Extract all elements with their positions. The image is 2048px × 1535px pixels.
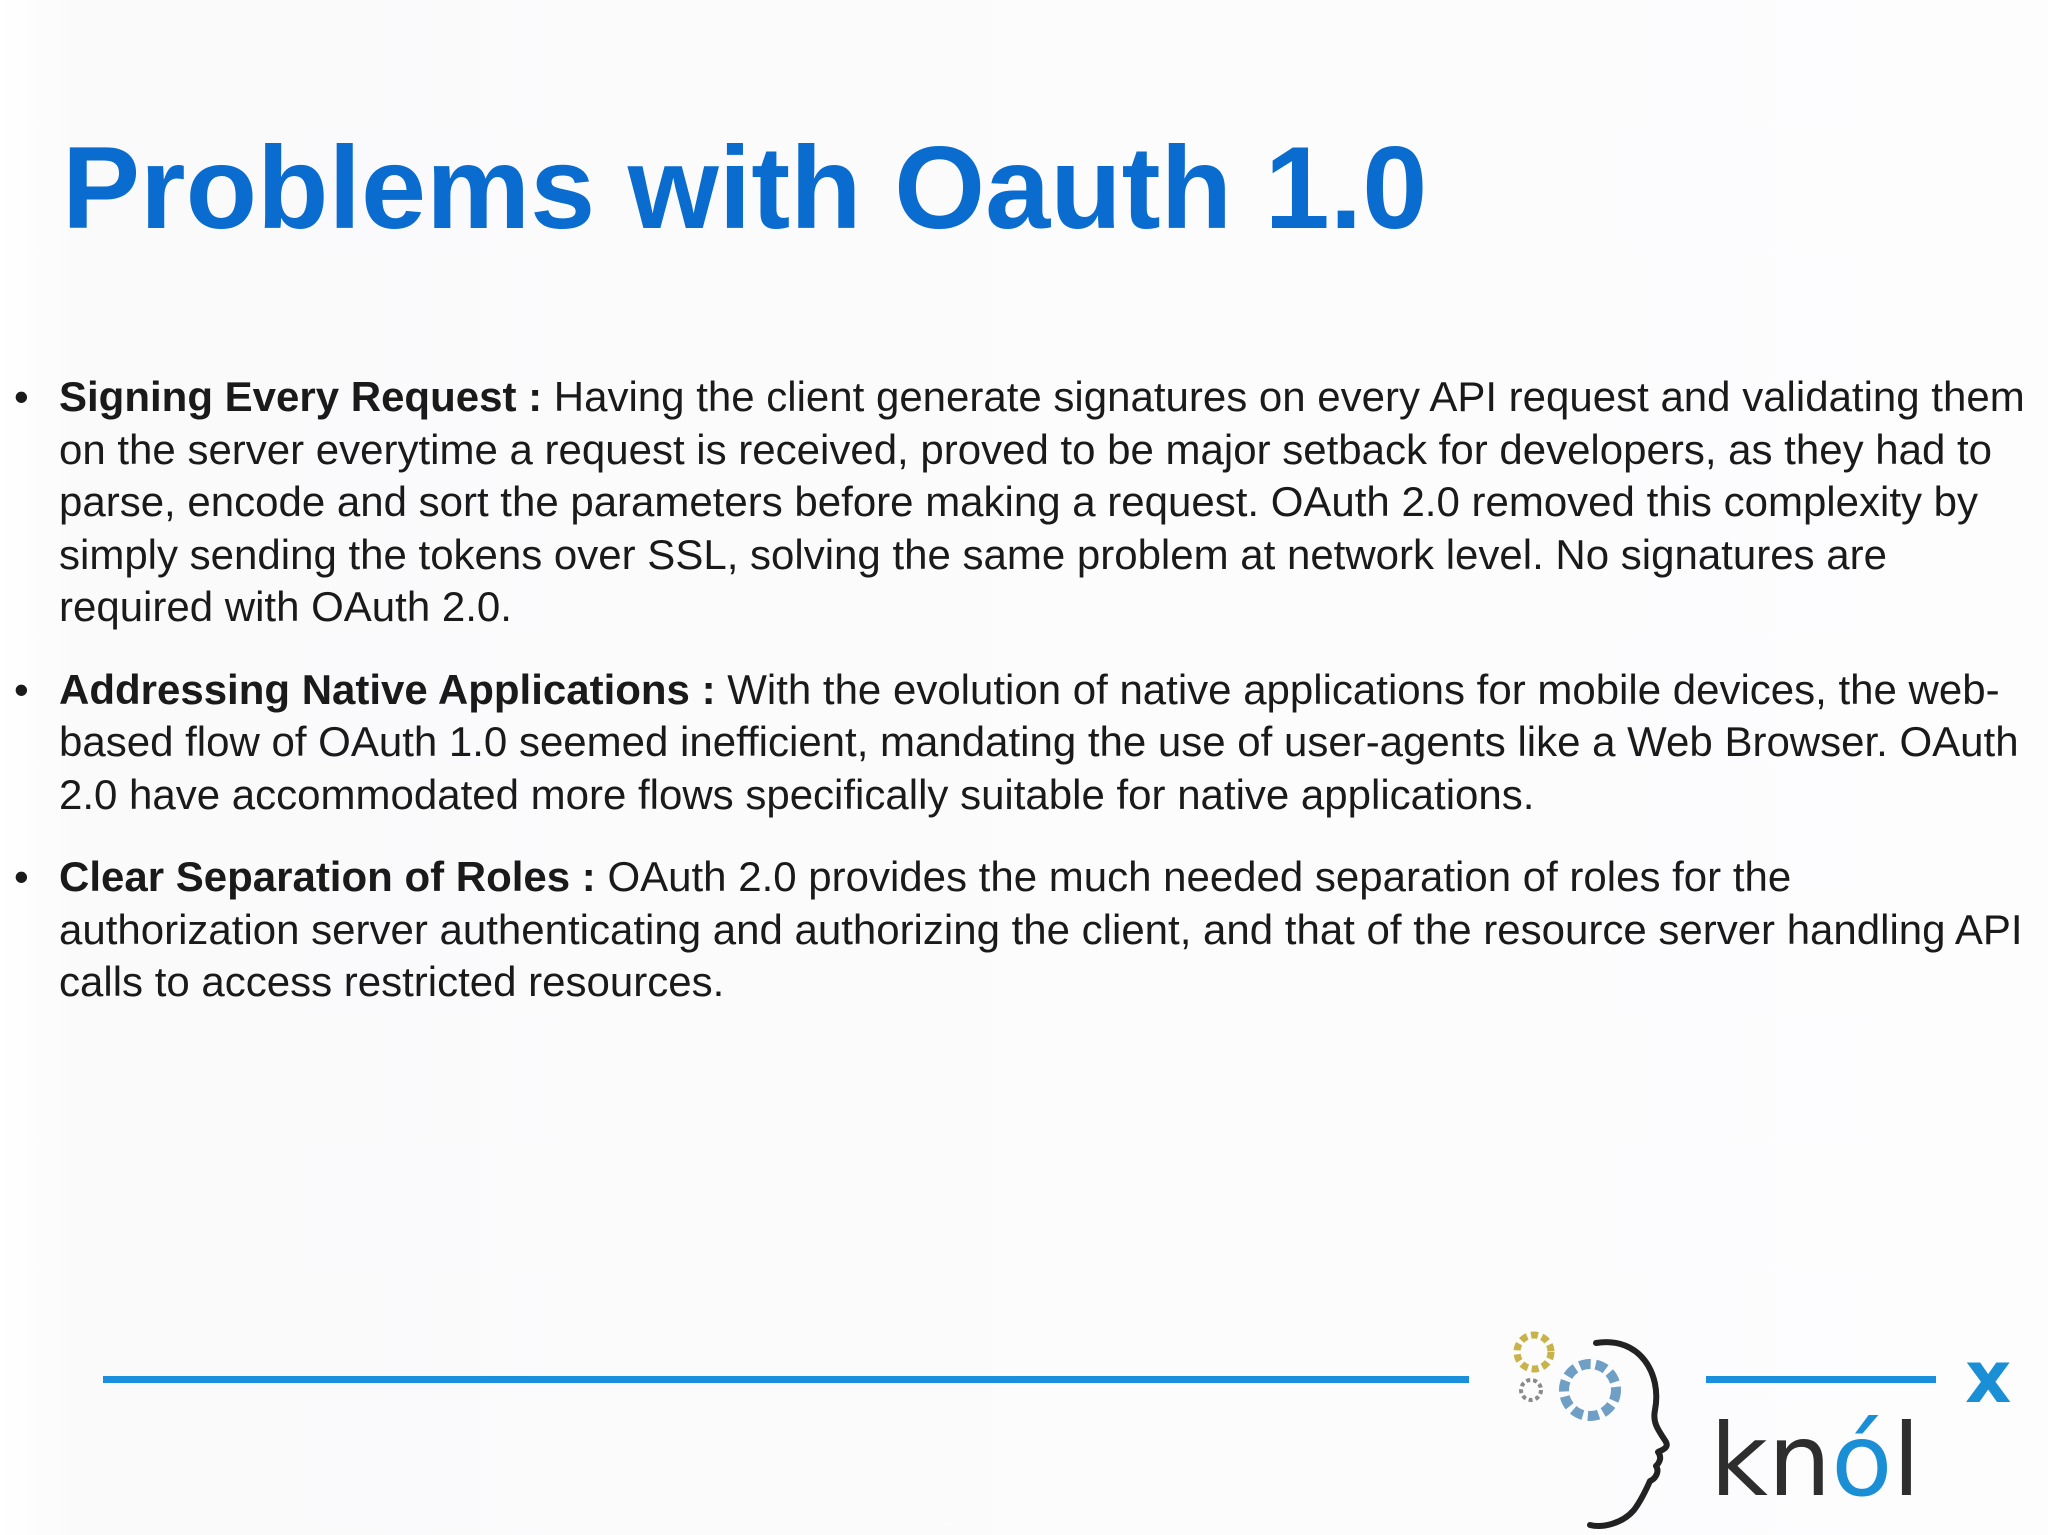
bullet-marker: • <box>14 373 29 420</box>
bullet-list <box>0 371 2048 1039</box>
knolx-logo <box>1490 1320 2030 1535</box>
bullet-heading: Addressing Native Applications : <box>59 665 728 713</box>
bullet-heading: Signing Every Request : <box>59 373 554 420</box>
logo-wordmark: knól <box>1710 1402 1921 1519</box>
logo-x-mark: x <box>1965 1335 2012 1419</box>
slide-title: Problems with Oauth 1.0 <box>62 122 1428 253</box>
bullet-item <box>0 664 2034 822</box>
gear-icon-blue <box>1564 1364 1616 1416</box>
bullet-marker: • <box>14 665 29 713</box>
bullet-marker: • <box>14 853 29 900</box>
bullet-text: OAuth 2.0 provides the much needed separation of roles for the authorization server authenticating and authorizing the client, and that of the resource server handling API calls to access restricted resources. <box>59 853 2023 1005</box>
bullet-item <box>0 371 2034 634</box>
footer-divider-left <box>103 1376 1469 1383</box>
bullet-text: With the evolution of native applications for mobile devices, the web-based flow of OAuth 1.0 seemed inefficient, mandating the use of user-agents like a Web Browser. OAuth 2.0 have accommodated more flows specifically suitable for native applications. <box>59 665 2019 818</box>
gear-icon-gray <box>1521 1380 1541 1400</box>
bullet-text: Having the client generate signatures on every API request and validating them on the server everytime a request is received, proved to be major setback for developers, as they had to parse, encode and sort the parameters before making a request. OAuth 2.0 removed this complexity by simply sending the tokens over SSL, solving the same problem at network level. No signatures are required with OAuth 2.0. <box>59 373 2025 630</box>
bullet-heading: Clear Separation of Roles : <box>59 853 608 900</box>
bullet-item <box>0 851 2034 1009</box>
gear-icon-gold <box>1517 1335 1551 1369</box>
